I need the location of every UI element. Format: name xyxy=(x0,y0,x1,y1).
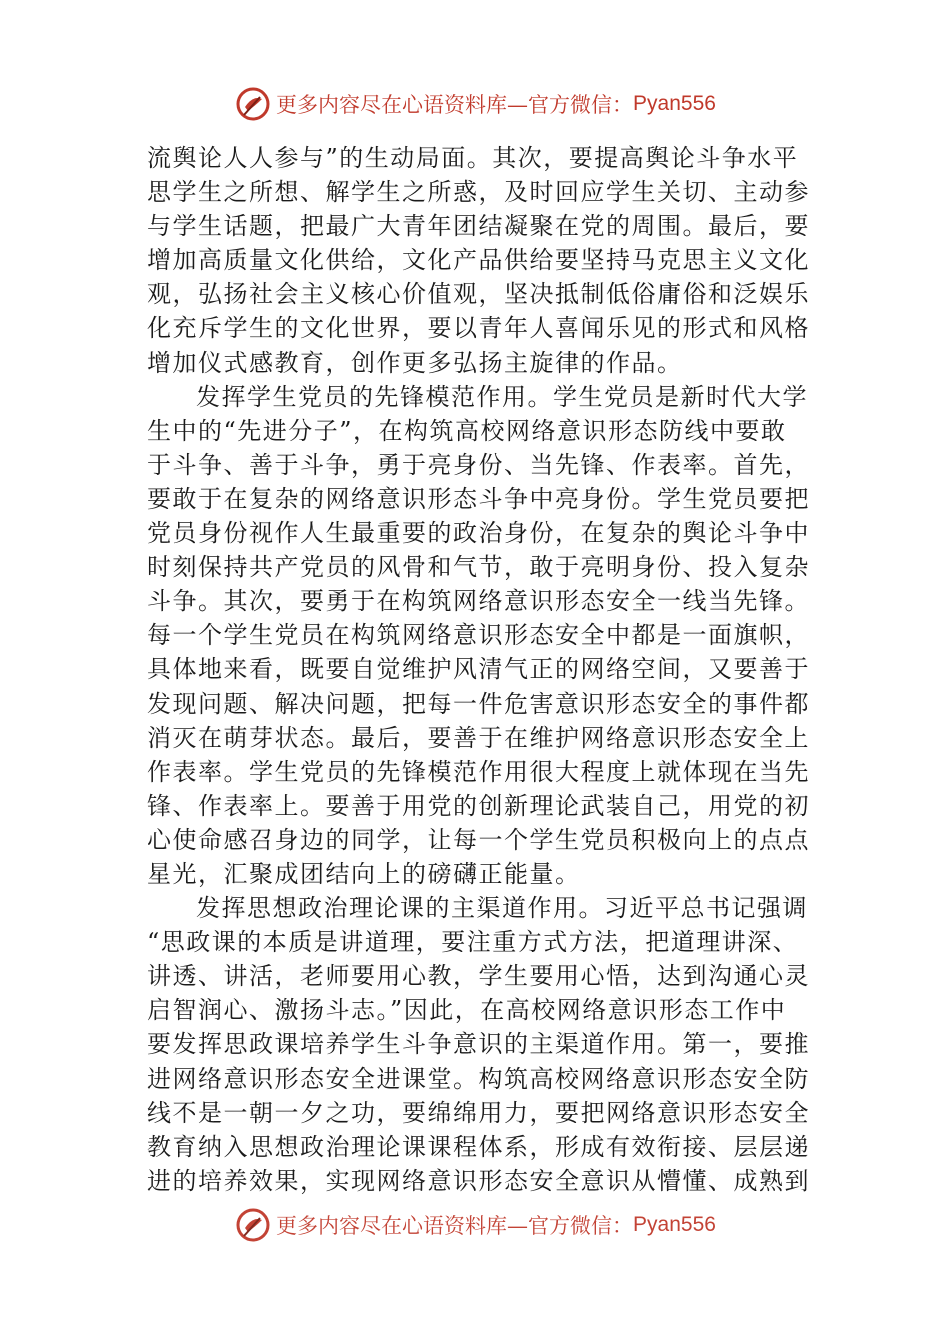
footer-wechat-id: Pyan556 xyxy=(633,1213,716,1236)
text-line: 党员身份视作人生最重要的政治身份，在复杂的舆论斗争中 xyxy=(147,519,810,548)
text-line: 讲透、讲活，老师要用心教，学生要用心悟，达到沟通心灵 xyxy=(147,962,810,991)
text-line: 进网络意识形态安全进课堂。构筑高校网络意识形态安全防 xyxy=(147,1064,810,1093)
text-line: 于斗争、善于斗争，勇于亮身份、当先锋、作表率。首先， xyxy=(147,450,810,479)
text-line: 斗争。其次，要勇于在构筑网络意识形态安全一线当先锋。 xyxy=(147,587,810,616)
text-line: 消灭在萌芽状态。最后，要善于在维护网络意识形态安全上 xyxy=(147,723,810,752)
logo-icon xyxy=(234,1206,272,1244)
text-line: 心使命感召身边的同学，让每一个学生党员积极向上的点点 xyxy=(147,825,810,854)
text-line: 线不是一朝一夕之功，要绵绵用力，要把网络意识形态安全 xyxy=(147,1098,810,1127)
text-line: 增加仪式感教育，创作更多弘扬主旋律的作品。 xyxy=(147,348,683,377)
text-line: 进的培养效果，实现网络意识形态安全意识从懵懂、成熟到 xyxy=(147,1166,810,1195)
text-line: 作表率。学生党员的先锋模范作用很大程度上就体现在当先 xyxy=(147,757,810,786)
text-line: 生中的“先进分子”，在构筑高校网络意识形态防线中要敢 xyxy=(147,416,787,445)
logo-icon xyxy=(234,85,272,123)
text-line: 要敢于在复杂的网络意识形态斗争中亮身份。学生党员要把 xyxy=(147,484,810,513)
paragraph-start-line: 发挥思想政治理论课的主渠道作用。习近平总书记强调 xyxy=(196,894,808,923)
text-line: 观，弘扬社会主义核心价值观，坚决抵制低俗庸俗和泛娱乐 xyxy=(147,280,810,309)
footer-text: 更多内容尽在心语资料库—官方微信： xyxy=(276,1214,634,1238)
page-footer-watermark xyxy=(0,1205,950,1245)
text-line: 要发挥思政课培养学生斗争意识的主渠道作用。第一，要推 xyxy=(147,1030,810,1059)
header-wechat-id: Pyan556 xyxy=(633,92,716,115)
header-text: 更多内容尽在心语资料库—官方微信： xyxy=(276,93,634,117)
text-line: 时刻保持共产党员的风骨和气节，敢于亮明身份、投入复杂 xyxy=(147,553,810,582)
text-line: 发现问题、解决问题，把每一件危害意识形态安全的事件都 xyxy=(147,689,810,718)
text-line: 锋、作表率上。要善于用党的创新理论武装自己，用党的初 xyxy=(147,791,810,820)
text-line: 化充斥学生的文化世界，要以青年人喜闻乐见的形式和风格 xyxy=(147,314,810,343)
text-line: 与学生话题，把最广大青年团结凝聚在党的周围。最后，要 xyxy=(147,212,810,241)
text-line: 教育纳入思想政治理论课课程体系，形成有效衔接、层层递 xyxy=(147,1132,810,1161)
text-line: 星光，汇聚成团结向上的磅礴正能量。 xyxy=(147,859,581,888)
document-body xyxy=(147,141,810,1198)
text-line: 流舆论人人参与”的生动局面。其次，要提高舆论斗争水平 xyxy=(147,144,799,172)
text-line: 增加高质量文化供给，文化产品供给要坚持马克思主义文化 xyxy=(147,246,810,275)
text-line: “思政课的本质是讲道理，要注重方式方法，把道理讲深、 xyxy=(147,928,799,957)
paragraph-start-line: 发挥学生党员的先锋模范作用。学生党员是新时代大学 xyxy=(196,382,808,411)
page-header-watermark xyxy=(0,84,950,124)
text-line: 每一个学生党员在构筑网络意识形态安全中都是一面旗帜， xyxy=(147,621,810,650)
text-line: 具体地来看，既要自觉维护风清气正的网络空间，又要善于 xyxy=(147,655,810,684)
text-line: 启智润心、激扬斗志。”因此，在高校网络意识形态工作中 xyxy=(147,996,787,1025)
text-line: 思学生之所想、解学生之所惑，及时回应学生关切、主动参 xyxy=(147,178,810,207)
